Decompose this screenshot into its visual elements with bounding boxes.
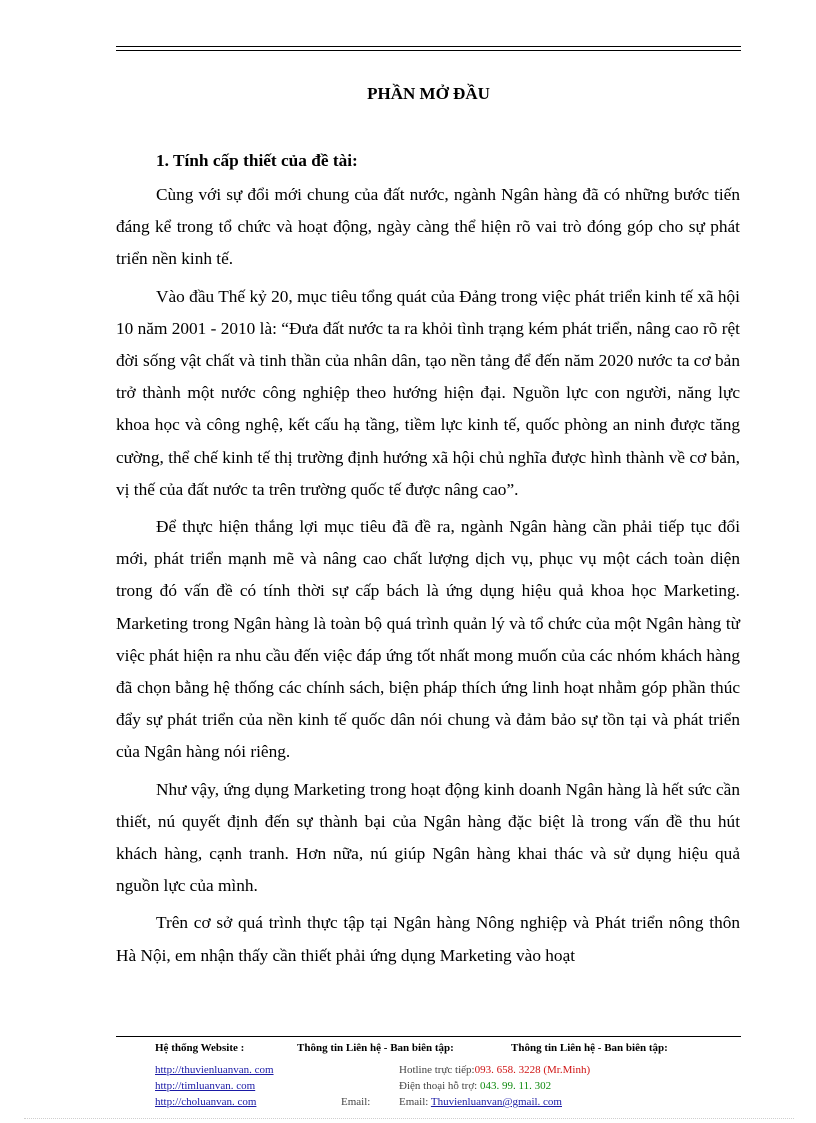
footer-row-2 [155, 1078, 745, 1094]
email-line [399, 1094, 562, 1110]
document-body [116, 143, 740, 972]
section-heading: 1. Tính cấp thiết của đề tài: [156, 151, 358, 170]
paragraph-5: Trên cơ sở quá trình thực tập tại Ngân hàng Nông nghiệp và Phát triển nông thôn Hà Nội, em nhận thấy cần thiết phải ứng dụng Marketing vào hoạt [116, 913, 740, 965]
paragraph-2: Vào đầu Thế kỷ 20, mục tiêu tổng quát của Đảng trong việc phát triển kinh tế xã hội 10 năm 2001 - 2010 là: “Đưa đất nước ta ra khỏi tình trạng kém phát triển, nâng cao rõ rệt đời sống vật chất và tinh thần của nhân dân, tạo nền tảng để đến năm 2020 nước ta cơ bản trở thành một nước công nghiệp theo hướng hiện đại. Nguồn lực con người, năng lực khoa học và công nghệ, kết cấu hạ tầng, tiềm lực kinh tế, quốc phòng an ninh được tăng cường, thể chế kinh tế thị trường định hướng xã hội chủ nghĩa được hình thành về cơ bản, vị thế của đất nước ta trên trường quốc tế được nâng cao”. [116, 286, 740, 499]
hotline-line [399, 1062, 590, 1078]
page-footer [155, 1040, 745, 1110]
page-title: PHẦN MỞ ĐẦU [367, 84, 490, 103]
page-bottom-edge [24, 1118, 794, 1119]
paragraph-4: Như vậy, ứng dụng Marketing trong hoạt động kinh doanh Ngân hàng là hết sức cần thiết, nú quyết định đến sự thành bại của Ngân hàng đặc biệt là trong vấn đề thu hút khách hàng, cạnh tranh. Hơn nữa, nú giúp Ngân hàng khai thác và sử dụng hiệu quả nguồn lực của mình. [116, 779, 740, 896]
hotline-label: Hotline trực tiếp: [399, 1064, 475, 1076]
hotline-value: 093. 658. 3228 (Mr.Minh) [474, 1064, 591, 1076]
footer-headings [155, 1040, 745, 1062]
phone-line [399, 1078, 551, 1094]
email-label-left: Email: [341, 1096, 371, 1108]
paragraph-3: Để thực hiện thắng lợi mục tiêu đã đề ra, ngành Ngân hàng cần phải tiếp tục đổi mới, phát triển mạnh mẽ và nâng cao chất lượng dịch vụ, phục vụ một cách toàn diện trong đó vấn đề có tính thời sự cấp bách là ứng dụng hiệu quả khoa học Marketing. Marketing trong Ngân hàng là toàn bộ quá trình quản lý và tổ chức của một Ngân hàng từ việc phát hiện ra nhu cầu đến việc đáp ứng tốt nhất mong muốn của các nhóm khách hàng đã chọn bằng hệ thống các chính sách, biện pháp thích ứng linh hoạt nhằm góp phần thúc đẩy sự phát triển của nền kinh tế quốc dân nói chung và đảm bảo sự tồn tại và phát triển của Ngân hàng nói riêng. [116, 517, 740, 762]
paragraph-1: Cùng với sự đổi mới chung của đất nước, ngành Ngân hàng đã có những bước tiến đáng kể trong tổ chức và hoạt động, ngày càng thể hiện rõ vai trò đóng góp cho sự phát triển nền kinh tế. [116, 185, 740, 269]
websites-heading: Hệ thống Website : [155, 1042, 245, 1054]
contact-heading-2: Thông tin Liên hệ - Ban biên tập: [511, 1042, 668, 1054]
phone-value: 043. 99. 11. 302 [479, 1080, 552, 1092]
website-link-timluanvan[interactable]: http://timluanvan. com [155, 1080, 256, 1092]
header-rule [116, 46, 741, 51]
website-link-choluanvan[interactable]: http://choluanvan. com [155, 1096, 257, 1108]
website-link-thuvienluanvan[interactable]: http://thuvienluanvan. com [155, 1064, 274, 1076]
email-label: Email: [399, 1096, 429, 1108]
phone-label: Điện thoại hỗ trợ: [399, 1080, 478, 1092]
footer-row-1 [155, 1062, 745, 1078]
email-link[interactable]: Thuvienluanvan@gmail. com [430, 1096, 562, 1108]
footer-rule [116, 1036, 741, 1037]
contact-heading-1: Thông tin Liên hệ - Ban biên tập: [297, 1042, 454, 1054]
footer-row-3 [155, 1094, 745, 1110]
